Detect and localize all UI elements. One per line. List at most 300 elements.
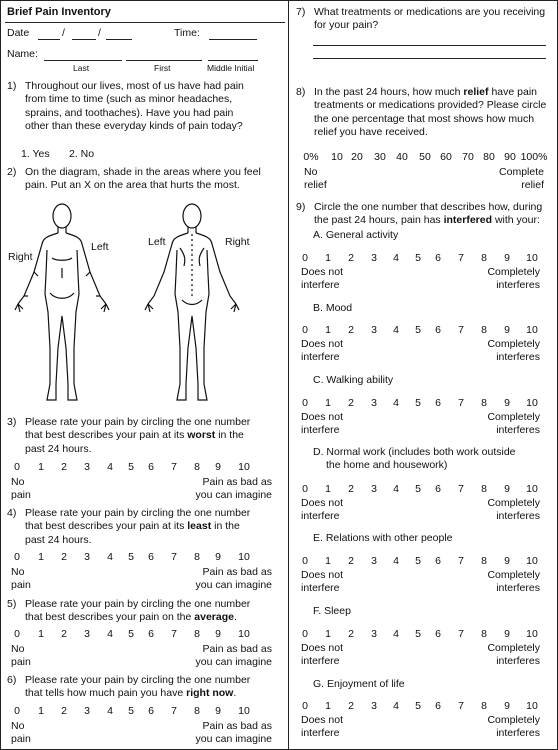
date-sep-1: / [62, 27, 65, 39]
question-number: 1) [7, 80, 17, 92]
scale-number[interactable]: 8 [481, 252, 487, 264]
scale-number[interactable]: 10 [526, 252, 538, 264]
scale-number[interactable]: 1 [325, 483, 331, 495]
scale-number[interactable]: 6 [435, 483, 441, 495]
front-left-label: Left [91, 241, 109, 253]
date-label: Date [7, 27, 30, 39]
scale-number[interactable]: 0 [302, 628, 308, 640]
scale-number[interactable]: 4 [107, 551, 113, 563]
date-sep-2: / [98, 27, 101, 39]
question-number: 5) [7, 598, 17, 610]
anchor-line: pain [11, 488, 31, 501]
q8-percent-scale[interactable] [288, 151, 558, 164]
scale-number[interactable]: 4 [393, 555, 399, 567]
scale-number[interactable]: 8 [481, 628, 487, 640]
q1-option-no[interactable]: 2. No [69, 148, 95, 160]
scale-number[interactable]: 8 [194, 705, 200, 717]
question-line: On the diagram, shade in the areas where you feel [25, 166, 261, 178]
scale-number[interactable]: 2 [61, 461, 67, 473]
time-label: Time: [174, 27, 200, 39]
scale-number[interactable]: 0 [14, 705, 20, 717]
q9f-scale[interactable] [288, 628, 558, 641]
scale-number[interactable]: 1 [38, 551, 44, 563]
scale-number[interactable]: 5 [128, 461, 134, 473]
q8-left-anchor [304, 166, 327, 191]
scale-number[interactable]: 6 [148, 461, 154, 473]
question-number: 3) [7, 416, 17, 428]
scale-number[interactable]: 2 [348, 252, 354, 264]
q9e-right-anchor [487, 569, 540, 594]
question-line [25, 687, 287, 700]
anchor-line: Does not [301, 497, 344, 509]
scale-number[interactable]: 2 [61, 705, 67, 717]
anchor-line: Pain as bad as [202, 566, 272, 578]
scale-number[interactable]: 3 [84, 551, 90, 563]
scale-number[interactable]: 3 [371, 700, 377, 712]
percent-option[interactable]: 70 [462, 151, 474, 163]
scale-number[interactable]: 6 [435, 252, 441, 264]
scale-number[interactable]: 9 [215, 461, 221, 473]
question-number: 7) [296, 6, 306, 18]
scale-number[interactable]: 2 [348, 555, 354, 567]
question-text: that best describes your pain on the [25, 611, 195, 624]
anchor-line: No [11, 643, 25, 655]
scale-number[interactable]: 8 [481, 397, 487, 409]
question-text: that tells how much pain you have [25, 687, 187, 700]
q6-right-anchor [196, 720, 272, 745]
title-rule [5, 22, 285, 23]
anchor-line: interferes [496, 654, 540, 667]
scale-number[interactable]: 7 [458, 324, 464, 336]
anchor-line: Does not [301, 266, 344, 278]
scale-number[interactable]: 9 [504, 628, 510, 640]
back-right-label: Right [225, 236, 250, 248]
scale-number[interactable]: 8 [481, 483, 487, 495]
q9a-scale[interactable] [288, 252, 558, 265]
percent-option[interactable]: 10 [331, 151, 343, 163]
anchor-line: pain [11, 578, 31, 591]
scale-number[interactable]: 7 [171, 705, 177, 717]
anchor-line: No [304, 166, 318, 178]
scale-number[interactable]: 8 [481, 700, 487, 712]
scale-number[interactable]: 3 [84, 705, 90, 717]
q9f-left-anchor [301, 642, 343, 667]
q9-item-b-label: B. Mood [313, 302, 353, 314]
question-line: past 24 hours. [25, 533, 92, 546]
anchor-line: Does not [301, 714, 344, 726]
scale-number[interactable]: 7 [171, 461, 177, 473]
scale-number[interactable]: 7 [171, 551, 177, 563]
percent-option[interactable]: 30 [374, 151, 386, 163]
question-text: have pain [488, 86, 537, 98]
scale-number[interactable]: 5 [128, 551, 134, 563]
q3-left-anchor [11, 476, 31, 501]
anchor-line: you can imagine [195, 732, 272, 745]
anchor-line: interferes [496, 423, 540, 436]
scale-number[interactable]: 9 [504, 324, 510, 336]
last-caption: Last [73, 63, 90, 73]
question-emphasis: interfered [443, 214, 493, 227]
scale-number[interactable]: 0 [302, 555, 308, 567]
question-number: 2) [7, 166, 17, 178]
scale-number[interactable]: 1 [325, 324, 331, 336]
scale-number[interactable]: 6 [435, 700, 441, 712]
first-caption: First [154, 63, 171, 73]
scale-number[interactable]: 8 [194, 461, 200, 473]
q5-right-anchor [196, 643, 272, 668]
scale-number[interactable]: 2 [348, 700, 354, 712]
q8-right-anchor [499, 166, 544, 191]
scale-number[interactable]: 3 [371, 483, 377, 495]
anchor-line: Completely [487, 569, 540, 581]
question-line [25, 429, 287, 442]
scale-number[interactable]: 6 [435, 397, 441, 409]
question-line: the one percentage that most shows how much [314, 112, 535, 125]
q9f-right-anchor [487, 642, 540, 667]
q9e-scale[interactable] [288, 555, 558, 568]
scale-number[interactable]: 0 [14, 628, 20, 640]
anchor-line: Completely [487, 338, 540, 350]
question-line [314, 86, 554, 99]
date-day-field[interactable] [72, 39, 96, 40]
scale-number[interactable]: 8 [194, 628, 200, 640]
question-text: In the past 24 hours, how much [314, 86, 464, 98]
anchor-line: Completely [487, 714, 540, 726]
scale-number[interactable]: 0 [302, 324, 308, 336]
scale-number[interactable]: 4 [393, 628, 399, 640]
item-line: D. Normal work (includes both work outside [313, 446, 516, 458]
q9c-left-anchor [301, 411, 343, 436]
middle-initial-caption: Middle Initial [207, 63, 255, 73]
anchor-line: Complete [499, 166, 544, 178]
scale-number[interactable]: 7 [171, 628, 177, 640]
scale-number[interactable]: 2 [348, 324, 354, 336]
scale-number[interactable]: 5 [415, 252, 421, 264]
body-diagram[interactable] [12, 198, 282, 408]
scale-number[interactable]: 1 [325, 700, 331, 712]
scale-number[interactable]: 1 [38, 705, 44, 717]
scale-number[interactable]: 5 [415, 324, 421, 336]
scale-number[interactable]: 0 [14, 461, 20, 473]
question-text: . [233, 611, 237, 624]
q4-left-anchor [11, 566, 31, 591]
back-body-figure[interactable] [145, 204, 239, 400]
scale-number[interactable]: 1 [38, 628, 44, 640]
question-line: Circle the one number that describes how, during [314, 201, 543, 213]
scale-number[interactable]: 1 [325, 252, 331, 264]
scale-number[interactable]: 5 [415, 483, 421, 495]
percent-option[interactable]: 80 [483, 151, 495, 163]
front-right-label: Right [8, 251, 33, 263]
form-title: Brief Pain Inventory [7, 6, 111, 18]
anchor-line: Does not [301, 569, 344, 581]
anchor-line: pain [11, 655, 31, 668]
anchor-line: interfere [301, 278, 340, 291]
scale-number[interactable]: 4 [393, 252, 399, 264]
anchor-line: Completely [487, 497, 540, 509]
q5-left-anchor [11, 643, 31, 668]
scale-number[interactable]: 2 [348, 483, 354, 495]
anchor-line: interferes [496, 278, 540, 291]
scale-number[interactable]: 2 [61, 551, 67, 563]
percent-option[interactable]: 40 [396, 151, 408, 163]
scale-number[interactable]: 6 [435, 555, 441, 567]
question-emphasis: worst [187, 429, 216, 442]
scale-number[interactable]: 6 [148, 551, 154, 563]
question-line: for your pain? [314, 19, 379, 32]
scale-number[interactable]: 9 [504, 555, 510, 567]
anchor-line: Pain as bad as [202, 643, 272, 655]
scale-number[interactable]: 5 [415, 628, 421, 640]
scale-number[interactable]: 3 [371, 555, 377, 567]
scale-number[interactable]: 4 [393, 397, 399, 409]
q5-scale[interactable] [0, 628, 288, 641]
scale-number[interactable]: 0 [302, 397, 308, 409]
anchor-line: relief [304, 178, 327, 191]
question-number: 8) [296, 86, 306, 98]
scale-number[interactable]: 5 [128, 628, 134, 640]
q6-left-anchor [11, 720, 31, 745]
q9c-right-anchor [487, 411, 540, 436]
percent-option[interactable]: 20 [351, 151, 363, 163]
q6-scale[interactable] [0, 705, 288, 718]
q9d-left-anchor [301, 497, 343, 522]
scale-number[interactable]: 5 [415, 397, 421, 409]
anchor-line: Completely [487, 642, 540, 654]
last-name-field[interactable] [44, 60, 122, 61]
question-line: relief you have received. [314, 126, 428, 139]
question-line [25, 520, 287, 533]
anchor-line: Completely [487, 266, 540, 278]
middle-initial-field[interactable] [208, 60, 258, 61]
scale-number[interactable]: 10 [526, 555, 538, 567]
q9-item-f-label: F. Sleep [313, 605, 351, 617]
anchor-line: interferes [496, 509, 540, 522]
anchor-line: Does not [301, 411, 344, 423]
scale-number[interactable]: 10 [238, 705, 250, 717]
scale-number[interactable]: 9 [504, 700, 510, 712]
scale-number[interactable]: 10 [526, 324, 538, 336]
scale-number[interactable]: 9 [504, 252, 510, 264]
scale-number[interactable]: 5 [128, 705, 134, 717]
anchor-line: Pain as bad as [202, 476, 272, 488]
anchor-line: Does not [301, 338, 344, 350]
date-year-field[interactable] [106, 39, 132, 40]
anchor-line: No [11, 476, 25, 488]
scale-number[interactable]: 7 [458, 252, 464, 264]
scale-number[interactable]: 1 [325, 397, 331, 409]
front-body-figure[interactable] [15, 204, 109, 400]
question-emphasis: right now [186, 687, 234, 700]
q3-scale[interactable] [0, 461, 288, 474]
question-line: other than these everyday kinds of pain today? [25, 120, 243, 133]
q9b-left-anchor [301, 338, 343, 363]
anchor-line: interfere [301, 654, 340, 667]
anchor-line: Pain as bad as [202, 720, 272, 732]
scale-number[interactable]: 7 [458, 628, 464, 640]
scale-number[interactable]: 9 [504, 483, 510, 495]
question-number: 4) [7, 507, 17, 519]
date-month-field[interactable] [38, 39, 60, 40]
q1-option-yes[interactable]: 1. Yes [21, 148, 50, 160]
scale-number[interactable]: 3 [84, 461, 90, 473]
scale-number[interactable]: 10 [238, 461, 250, 473]
back-left-label: Left [148, 236, 166, 248]
anchor-line: No [11, 566, 25, 578]
scale-number[interactable]: 0 [302, 700, 308, 712]
scale-number[interactable]: 3 [371, 252, 377, 264]
question-line: past 24 hours. [25, 442, 92, 455]
percent-option[interactable]: 60 [440, 151, 452, 163]
scale-number[interactable]: 10 [526, 628, 538, 640]
question-line: from time to time (such as minor headaches, [25, 93, 233, 106]
scale-number[interactable]: 7 [458, 397, 464, 409]
question-emphasis: average [194, 611, 234, 624]
scale-number[interactable]: 9 [215, 705, 221, 717]
q9-item-a-label: A. General activity [313, 229, 399, 241]
scale-number[interactable]: 7 [458, 700, 464, 712]
scale-number[interactable]: 7 [458, 555, 464, 567]
anchor-line: interfere [301, 350, 340, 363]
q9d-right-anchor [487, 497, 540, 522]
question-line [25, 611, 287, 624]
scale-number[interactable]: 3 [371, 324, 377, 336]
scale-number[interactable]: 1 [325, 555, 331, 567]
scale-number[interactable]: 0 [302, 252, 308, 264]
scale-number[interactable]: 10 [238, 551, 250, 563]
anchor-line: interfere [301, 423, 340, 436]
q9c-scale[interactable] [288, 397, 558, 410]
q9a-left-anchor [301, 266, 343, 291]
scale-number[interactable]: 4 [107, 705, 113, 717]
scale-number[interactable]: 6 [435, 628, 441, 640]
q9-item-g-label: G. Enjoyment of life [313, 678, 405, 690]
scale-number[interactable]: 3 [371, 397, 377, 409]
scale-number[interactable]: 8 [481, 555, 487, 567]
question-line: What treatments or medications are you receiving [314, 6, 546, 18]
scale-number[interactable]: 0 [14, 551, 20, 563]
first-name-field[interactable] [126, 60, 202, 61]
question-text: in the [211, 520, 240, 533]
anchor-line: interferes [496, 350, 540, 363]
anchor-line: interferes [496, 581, 540, 594]
q9d-scale[interactable] [288, 483, 558, 496]
question-text: . [233, 687, 237, 700]
question-line: pain. Put an X on the area that hurts the most. [25, 179, 240, 192]
anchor-line: you can imagine [195, 578, 272, 591]
scale-number[interactable]: 8 [481, 324, 487, 336]
percent-option[interactable]: 0% [303, 151, 319, 163]
anchor-line: Completely [487, 411, 540, 423]
anchor-line: No [11, 720, 25, 732]
scale-number[interactable]: 10 [526, 483, 538, 495]
question-number: 6) [7, 674, 17, 686]
q9g-right-anchor [487, 714, 540, 739]
q9-item-d-label [313, 446, 553, 473]
scale-number[interactable]: 2 [348, 628, 354, 640]
question-text: that best describes your pain at its [25, 429, 188, 442]
scale-number[interactable]: 6 [148, 705, 154, 717]
question-line: treatments or medications provided? Please circle [314, 99, 547, 112]
scale-number[interactable]: 9 [504, 397, 510, 409]
scale-number[interactable]: 10 [526, 700, 538, 712]
anchor-line: interfere [301, 509, 340, 522]
scale-number[interactable]: 3 [84, 628, 90, 640]
scale-number[interactable]: 9 [215, 551, 221, 563]
scale-number[interactable]: 4 [107, 461, 113, 473]
scale-number[interactable]: 0 [302, 483, 308, 495]
anchor-line: interfere [301, 581, 340, 594]
scale-number[interactable]: 2 [61, 628, 67, 640]
q9g-left-anchor [301, 714, 343, 739]
scale-number[interactable]: 9 [215, 628, 221, 640]
q9-item-e-label: E. Relations with other people [313, 532, 453, 544]
question-text: in the [215, 429, 244, 442]
percent-option[interactable]: 50 [419, 151, 431, 163]
scale-number[interactable]: 4 [393, 700, 399, 712]
anchor-line: pain [11, 732, 31, 745]
q3-right-anchor [196, 476, 272, 501]
q4-right-anchor [196, 566, 272, 591]
q9e-left-anchor [301, 569, 343, 594]
question-text: the past 24 hours, pain has [314, 214, 444, 227]
question-text: with your: [492, 214, 540, 227]
question-emphasis: relief [463, 86, 489, 98]
anchor-line: interfere [301, 726, 340, 739]
question-number: 9) [296, 201, 306, 213]
scale-number[interactable]: 2 [348, 397, 354, 409]
scale-number[interactable]: 5 [415, 555, 421, 567]
item-line: the home and housework) [326, 459, 448, 472]
q4-scale[interactable] [0, 551, 288, 564]
q9a-right-anchor [487, 266, 540, 291]
scale-number[interactable]: 5 [415, 700, 421, 712]
q7-answer-line-2[interactable] [313, 58, 546, 59]
scale-number[interactable]: 8 [194, 551, 200, 563]
anchor-line: you can imagine [195, 655, 272, 668]
question-emphasis: least [187, 520, 212, 533]
percent-option[interactable]: 100% [520, 151, 548, 163]
scale-number[interactable]: 4 [393, 324, 399, 336]
anchor-line: Does not [301, 642, 344, 654]
q9b-scale[interactable] [288, 324, 558, 337]
question-line: Please rate your pain by circling the one number [25, 507, 251, 519]
scale-number[interactable]: 3 [371, 628, 377, 640]
anchor-line: relief [521, 178, 544, 191]
scale-number[interactable]: 6 [148, 628, 154, 640]
percent-option[interactable]: 90 [504, 151, 516, 163]
anchor-line: you can imagine [195, 488, 272, 501]
question-text: Please rate your pain by circling the one number [25, 416, 251, 428]
scale-number[interactable]: 1 [38, 461, 44, 473]
question-text: that best describes your pain at its [25, 520, 188, 533]
q7-answer-line-1[interactable] [313, 45, 546, 46]
scale-number[interactable]: 7 [458, 483, 464, 495]
q9g-scale[interactable] [288, 700, 558, 713]
scale-number[interactable]: 6 [435, 324, 441, 336]
question-line: Throughout our lives, most of us have had pain [25, 80, 244, 92]
name-label: Name: [7, 48, 38, 60]
question-line: sprains, and toothaches). Have you had pain [25, 106, 234, 119]
question-line: Please rate your pain by circling the one number [25, 674, 251, 686]
scale-number[interactable]: 10 [526, 397, 538, 409]
scale-number[interactable]: 10 [238, 628, 250, 640]
scale-number[interactable]: 4 [393, 483, 399, 495]
time-field[interactable] [209, 39, 257, 40]
scale-number[interactable]: 1 [325, 628, 331, 640]
question-line: Please rate your pain by circling the one number [25, 598, 251, 610]
scale-number[interactable]: 4 [107, 628, 113, 640]
